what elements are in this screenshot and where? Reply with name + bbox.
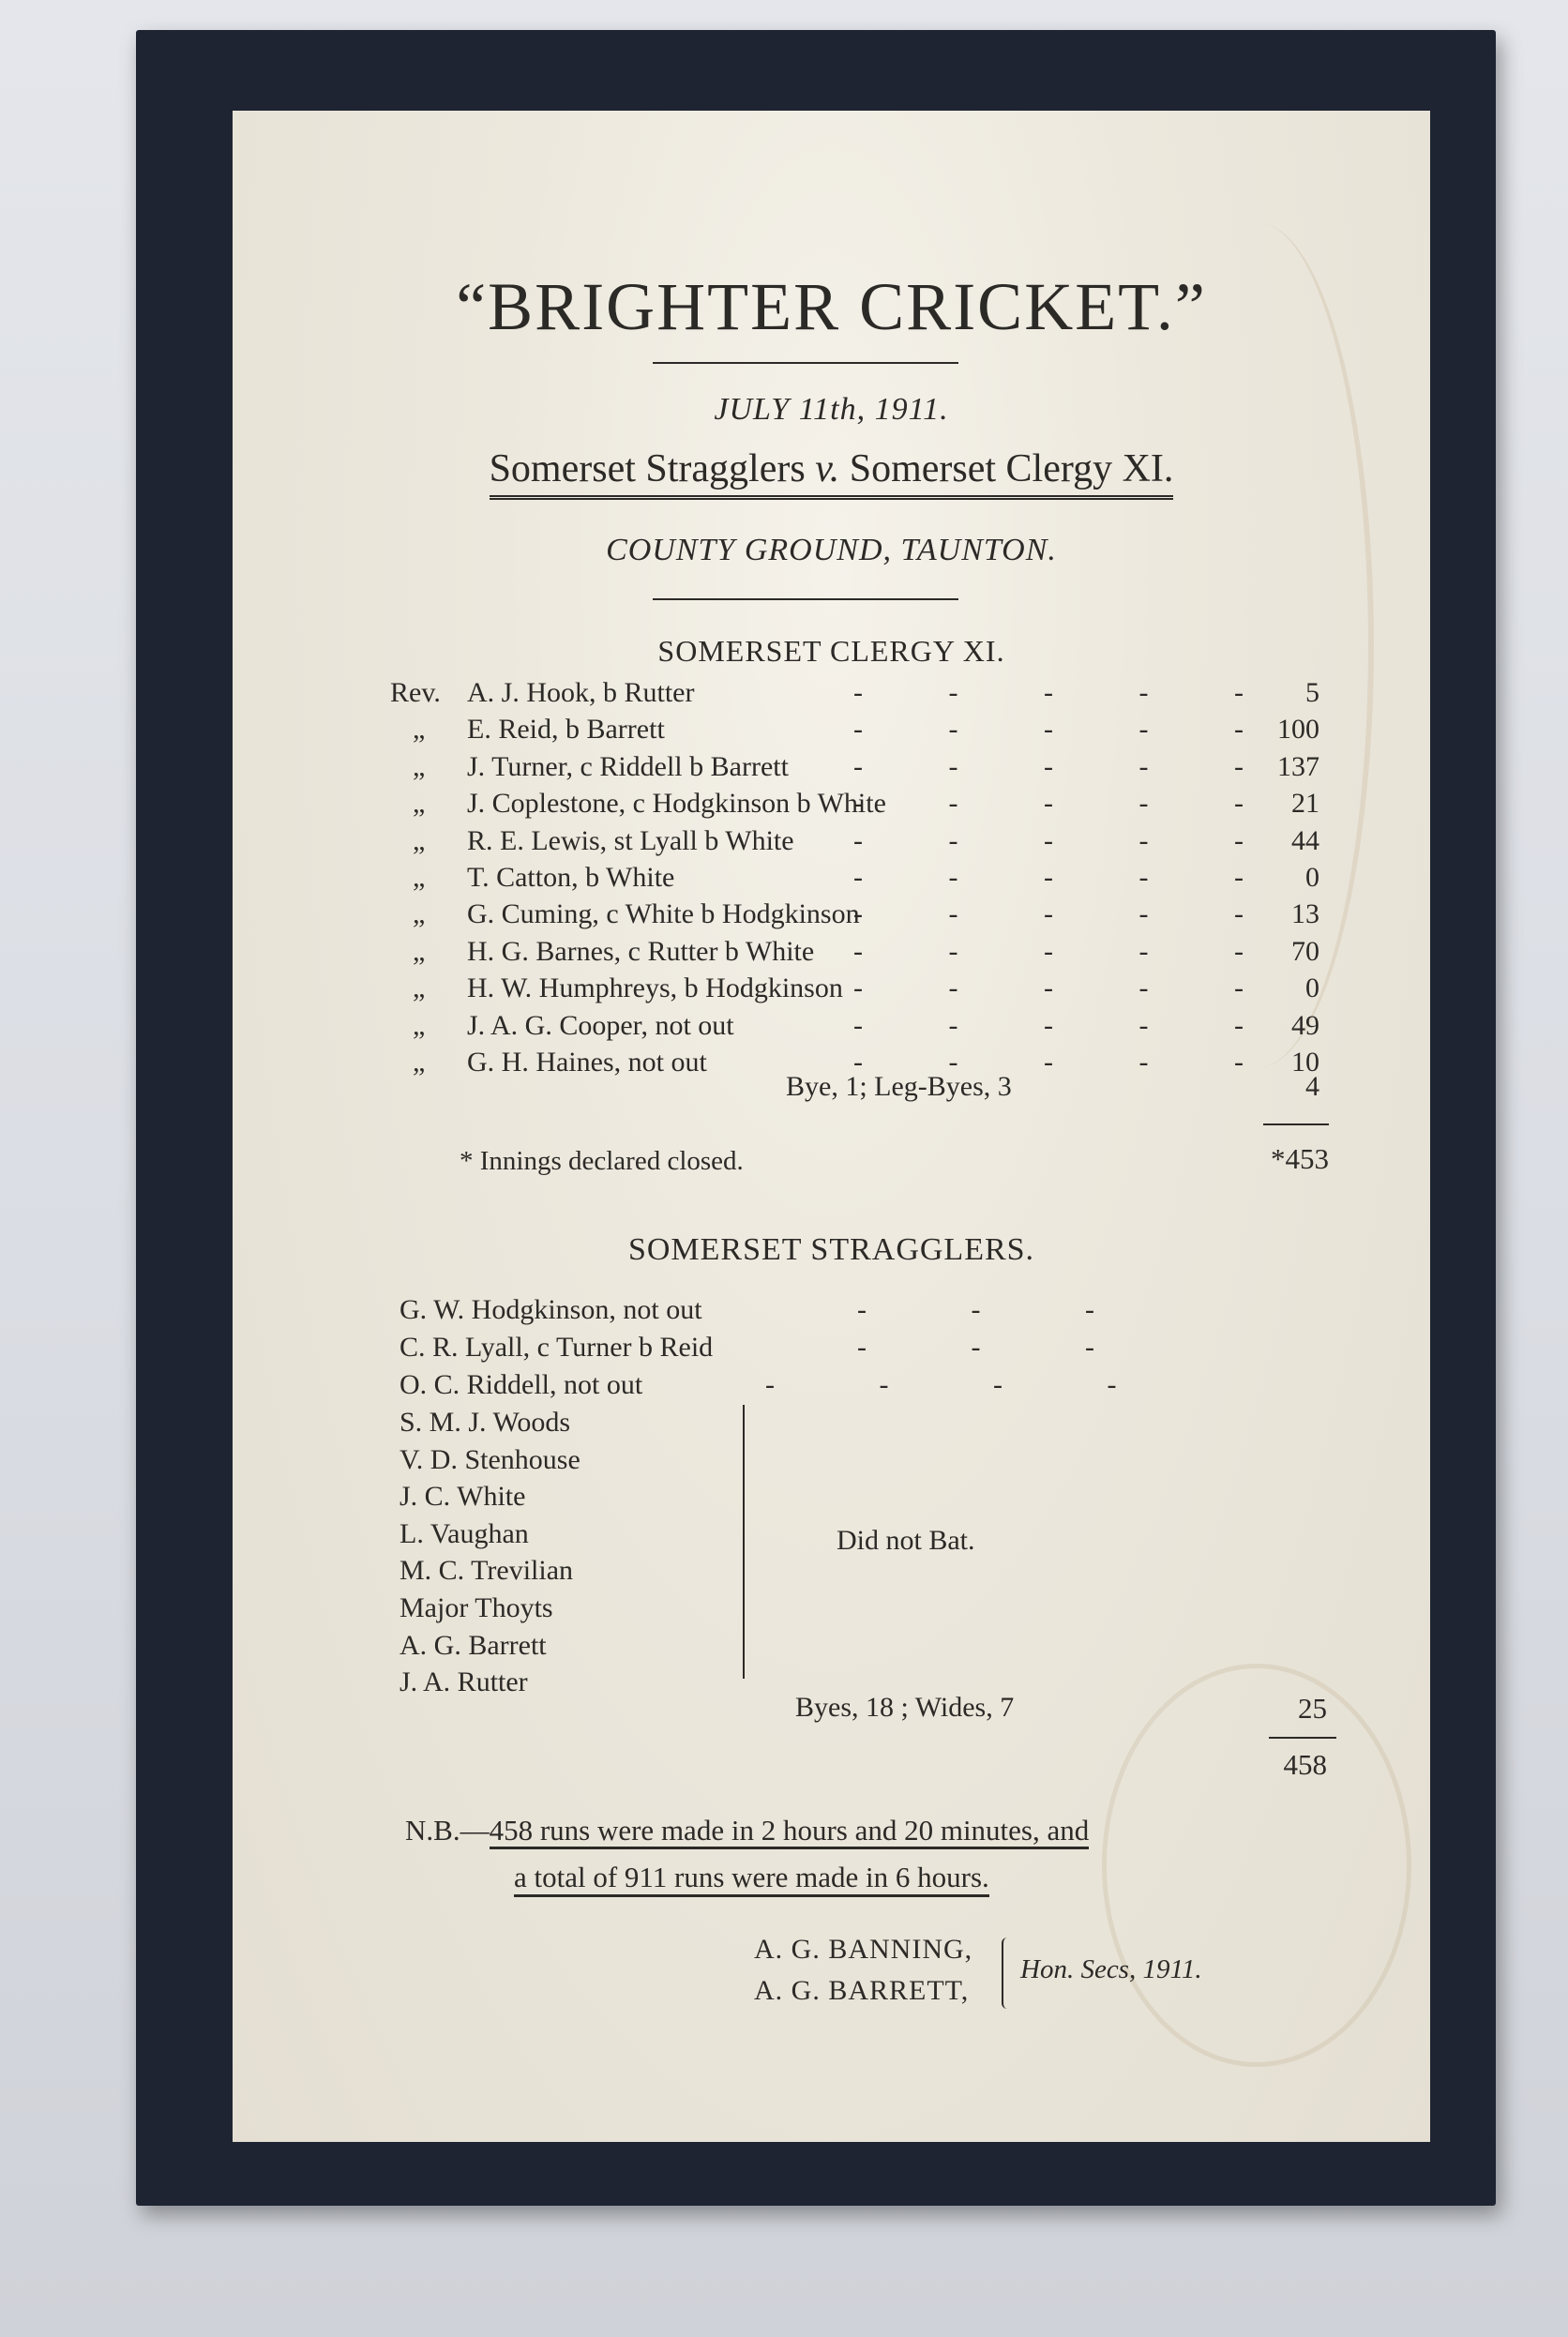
leader-dashes: - - - [857, 1294, 1143, 1325]
runs-scored: 44 [1291, 824, 1319, 856]
runs-scored: 70 [1291, 935, 1319, 967]
stragglers-extras-label: Byes, 18 ; Wides, 7 [795, 1692, 1015, 1723]
title-prefix: „ [413, 824, 426, 856]
sum-line [1269, 1737, 1336, 1739]
title-prefix: „ [413, 714, 426, 746]
batsman-dismissal: J. A. G. Cooper, not out [467, 1009, 734, 1041]
batsman-dismissal: J. Turner, c Riddell b Barrett [467, 750, 789, 782]
runs-scored: 13 [1291, 898, 1319, 930]
batting-row [233, 862, 1430, 899]
did-not-bat-player: A. G. Barrett [400, 1629, 547, 1661]
title-prefix: „ [413, 750, 426, 782]
page-title: “BRIGHTER CRICKET.” [456, 269, 1207, 344]
clergy-extras-label: Bye, 1; Leg-Byes, 3 [786, 1071, 1012, 1102]
clergy-extras-runs: 4 [1305, 1071, 1319, 1102]
did-not-bat-player: L. Vaughan [400, 1517, 529, 1549]
leader-dashes: - - - - - [853, 972, 1283, 1004]
batsman-dismissal: R. E. Lewis, st Lyall b White [467, 824, 794, 856]
batting-row [233, 788, 1430, 825]
batting-row [233, 825, 1430, 863]
leader-dashes: - - - - - [853, 898, 1283, 930]
declared-note: * Innings declared closed. [460, 1146, 744, 1176]
did-not-bat-player: M. C. Trevilian [400, 1555, 574, 1587]
clergy-heading: SOMERSET CLERGY XI. [657, 634, 1005, 668]
leader-dashes: - - - - - [853, 788, 1283, 820]
title-prefix: „ [413, 1009, 426, 1041]
stragglers-total: 458 [1283, 1748, 1327, 1781]
leader-dashes: - - - - - [853, 677, 1283, 708]
batting-row [233, 677, 1430, 715]
batting-row [233, 1010, 1430, 1048]
batting-row [233, 898, 1430, 936]
runs-scored: 5 [1305, 677, 1319, 708]
runs-scored: 10 [1291, 1047, 1319, 1078]
nb-line-1 [405, 1814, 1089, 1847]
versus: v. [815, 447, 840, 490]
batsman-dismissal: T. Catton, b White [467, 862, 675, 893]
leader-dashes: - - - - - [853, 824, 1283, 856]
stragglers-extras-runs: 25 [1298, 1692, 1327, 1725]
title-prefix: „ [413, 972, 426, 1004]
batsman-dismissal: G. W. Hodgkinson, not out [400, 1294, 702, 1325]
batsman-dismissal: H. W. Humphreys, b Hodgkinson [467, 972, 843, 1004]
leader-dashes: - - - - - [853, 1047, 1283, 1078]
batting-row [233, 936, 1430, 973]
runs-scored: 49 [1291, 1009, 1319, 1041]
leader-dashes: - - - [857, 1332, 1143, 1363]
did-not-bat-player: Major Thoyts [400, 1592, 553, 1623]
secretary-name: A. G. BARRETT, [754, 1975, 970, 2006]
brace [730, 1405, 745, 1679]
runs-scored: 21 [1291, 788, 1319, 820]
nb-text-1: 458 runs were made in 2 hours and 20 minutes, and [490, 1814, 1090, 1849]
did-not-bat-player: V. D. Stenhouse [400, 1443, 580, 1475]
title-prefix: „ [413, 862, 426, 893]
scorecard-sheet [233, 111, 1430, 2142]
title-prefix: „ [413, 788, 426, 820]
clergy-total: *453 [1271, 1142, 1329, 1175]
batsman-dismissal: G. Cuming, c White b Hodgkinson [467, 898, 860, 930]
runs-scored: 137 [1277, 750, 1319, 782]
sum-line [1263, 1123, 1329, 1125]
match-title [233, 446, 1430, 500]
batsman-dismissal: O. C. Riddell, not out [400, 1369, 643, 1400]
batting-row [233, 714, 1430, 751]
runs-scored: 0 [1305, 972, 1319, 1004]
did-not-bat-player: J. C. White [400, 1481, 526, 1513]
leader-dashes: - - - - - [853, 750, 1283, 782]
leader-dashes: - - - - - [853, 714, 1283, 746]
leader-dashes: - - - - - [853, 862, 1283, 893]
batsman-dismissal: H. G. Barnes, c Rutter b White [467, 935, 815, 967]
batsman-dismissal: A. J. Hook, b Rutter [467, 677, 695, 708]
batsman-dismissal: G. H. Haines, not out [467, 1047, 707, 1078]
did-not-bat-player: S. M. J. Woods [400, 1407, 571, 1438]
secretary-name: A. G. BANNING, [754, 1934, 973, 1965]
title-prefix: „ [413, 935, 426, 967]
leader-dashes: - - - - - [853, 1009, 1283, 1041]
stragglers-heading: SOMERSET STRAGGLERS. [627, 1232, 1035, 1267]
match-date: JULY 11th, 1911. [714, 392, 949, 427]
away-team: Somerset Clergy XI. [849, 447, 1174, 490]
batting-row [233, 751, 1430, 789]
title-prefix: „ [413, 1047, 426, 1078]
title-prefix: Rev. [390, 677, 441, 708]
leader-dashes: - - - - [765, 1369, 1166, 1400]
secretaries-role: Hon. Secs, 1911. [1020, 1954, 1202, 1984]
did-not-bat-label: Did not Bat. [837, 1525, 975, 1556]
nb-prefix: N.B.— [405, 1814, 490, 1847]
nb-text-2: a total of 911 runs were made in 6 hours. [514, 1861, 989, 1897]
runs-scored: 0 [1305, 862, 1319, 893]
did-not-bat-player: J. A. Rutter [400, 1666, 528, 1698]
title-prefix: „ [413, 898, 426, 930]
divider [653, 598, 958, 600]
runs-scored: 100 [1277, 714, 1319, 746]
venue: COUNTY GROUND, TAUNTON. [606, 533, 1057, 567]
batsman-dismissal: E. Reid, b Barrett [467, 714, 665, 746]
batsman-dismissal: C. R. Lyall, c Turner b Reid [400, 1332, 714, 1363]
batsman-dismissal: J. Coplestone, c Hodgkinson b White [467, 788, 886, 820]
divider [653, 362, 958, 364]
home-team: Somerset Stragglers [489, 447, 806, 490]
batting-row [233, 972, 1430, 1010]
leader-dashes: - - - - - [853, 935, 1283, 967]
brace [1002, 1937, 1015, 2009]
